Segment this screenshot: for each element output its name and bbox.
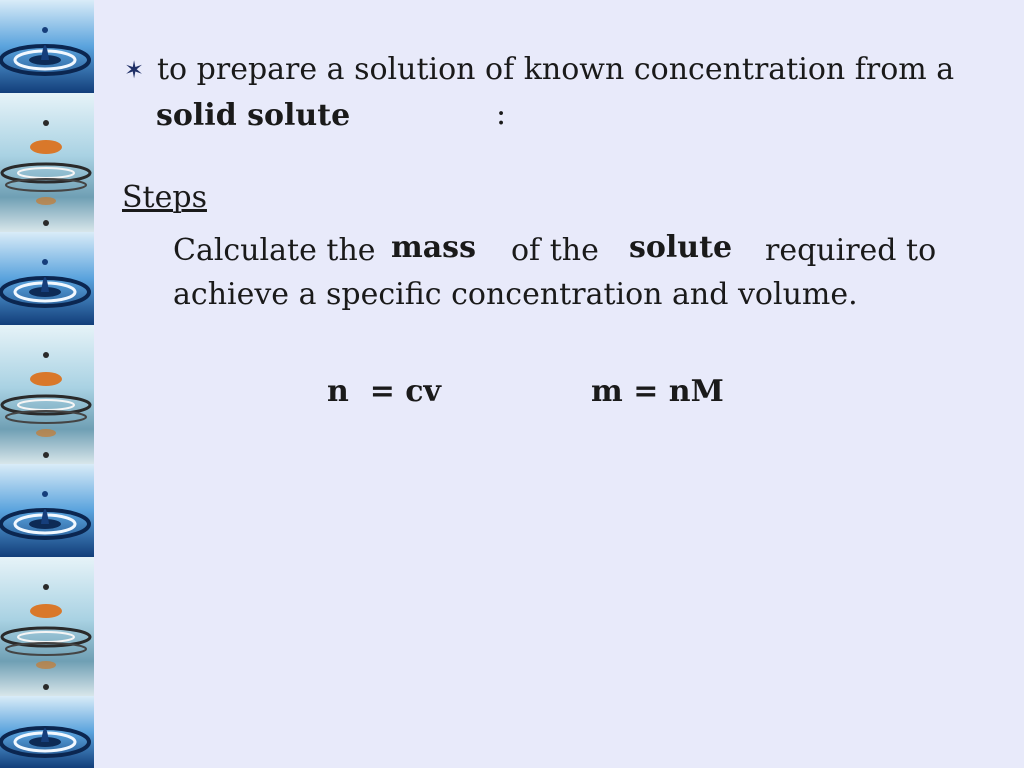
calc-mass: mass	[391, 230, 476, 265]
water-droplet-splash-icon	[0, 93, 94, 232]
calc-solute: solute	[629, 230, 733, 265]
calc-of-the: of the	[511, 233, 599, 268]
bullet-star-icon: ✶	[124, 56, 145, 84]
water-ripple-icon	[0, 0, 94, 93]
water-ripple-icon	[0, 232, 94, 325]
calc-required: required to	[765, 233, 937, 268]
water-droplet-splash-icon	[0, 557, 94, 696]
water-ripple-icon	[0, 464, 94, 557]
formula-mass: m = nM	[591, 374, 724, 409]
steps-heading: Steps	[122, 180, 207, 215]
intro-line: to prepare a solution of known concentration from a	[157, 52, 955, 87]
decorative-strip	[0, 0, 94, 768]
calc-line2: achieve a specific concentration and volume.	[173, 277, 858, 312]
water-droplet-splash-icon	[0, 325, 94, 464]
formula-moles: n = cv	[327, 374, 441, 409]
intro-colon: :	[496, 97, 507, 132]
intro-bold-phrase: solid solute	[156, 98, 351, 133]
calc-prefix: Calculate the	[173, 233, 376, 268]
water-ripple-icon	[0, 696, 94, 768]
